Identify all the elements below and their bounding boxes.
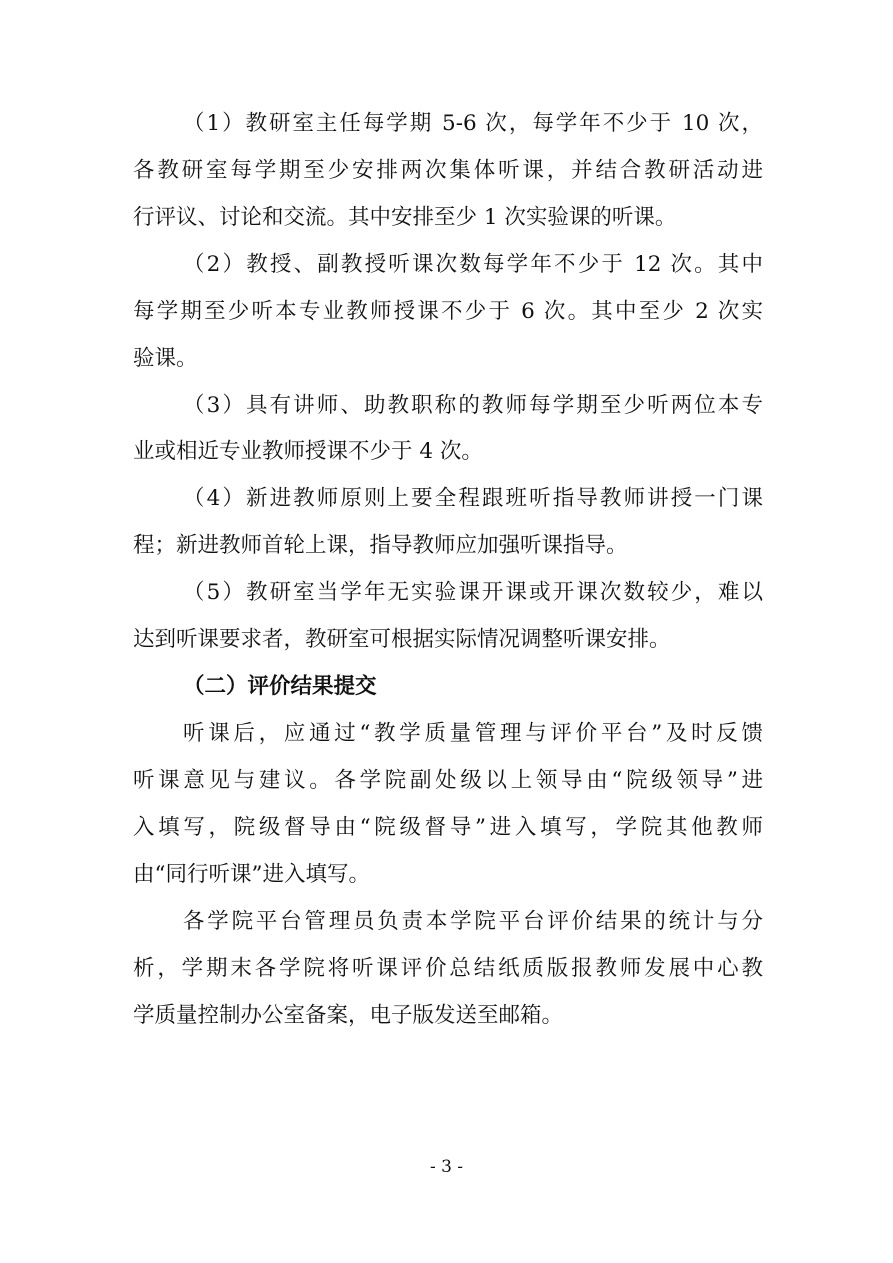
paragraph-7-line-2: 析，学期末各学院将听课评价总结纸质版报教师发展中心教 xyxy=(133,956,763,981)
paragraph-1-line-1: （1）教研室主任每学期 5-6 次，每学年不少于 10 次， xyxy=(183,111,763,136)
paragraph-5-line-2: 达到听课要求者，教研室可根据实际情况调整听课安排。 xyxy=(133,627,671,652)
paragraph-2-line-2: 每学期至少听本专业教师授课不少于 6 次。其中至少 2 次实 xyxy=(133,299,763,324)
paragraph-1-line-2: 各教研室每学期至少安排两次集体听课，并结合教研活动进 xyxy=(133,158,763,183)
paragraph-1-line-3: 行评议、讨论和交流。其中安排至少 1 次实验课的听课。 xyxy=(133,205,677,230)
paragraph-5-line-1: （5）教研室当学年无实验课开课或开课次数较少，难以 xyxy=(183,580,763,605)
paragraph-6-line-4: 由“同行听课”进入填写。 xyxy=(133,862,370,887)
paragraph-4-line-2: 程；新进教师首轮上课，指导教师应加强听课指导。 xyxy=(133,533,628,558)
paragraph-4-line-1: （4）新进教师原则上要全程跟班听指导教师讲授一门课 xyxy=(183,486,763,511)
paragraph-3-line-1: （3）具有讲师、助教职称的教师每学期至少听两位本专 xyxy=(183,393,763,418)
page-number: - 3 - xyxy=(429,1157,464,1177)
section-heading: （二）评价结果提交 xyxy=(183,674,377,699)
paragraph-2-line-3: 验课。 xyxy=(133,346,198,371)
paragraph-7-line-3: 学质量控制办公室备案，电子版发送至邮箱。 xyxy=(133,1003,564,1028)
paragraph-6-line-3: 入填写，院级督导由“院级督导”进入填写，学院其他教师 xyxy=(133,815,763,840)
paragraph-3-line-2: 业或相近专业教师授课不少于 4 次。 xyxy=(133,439,483,464)
paragraph-6-line-2: 听课意见与建议。各学院副处级以上领导由“院级领导”进 xyxy=(133,768,763,793)
paragraph-7-line-1: 各学院平台管理员负责本学院平台评价结果的统计与分 xyxy=(183,909,763,934)
paragraph-6-line-1: 听课后，应通过“教学质量管理与评价平台”及时反馈 xyxy=(183,721,763,746)
paragraph-2-line-1: （2）教授、副教授听课次数每学年不少于 12 次。其中 xyxy=(183,252,763,277)
